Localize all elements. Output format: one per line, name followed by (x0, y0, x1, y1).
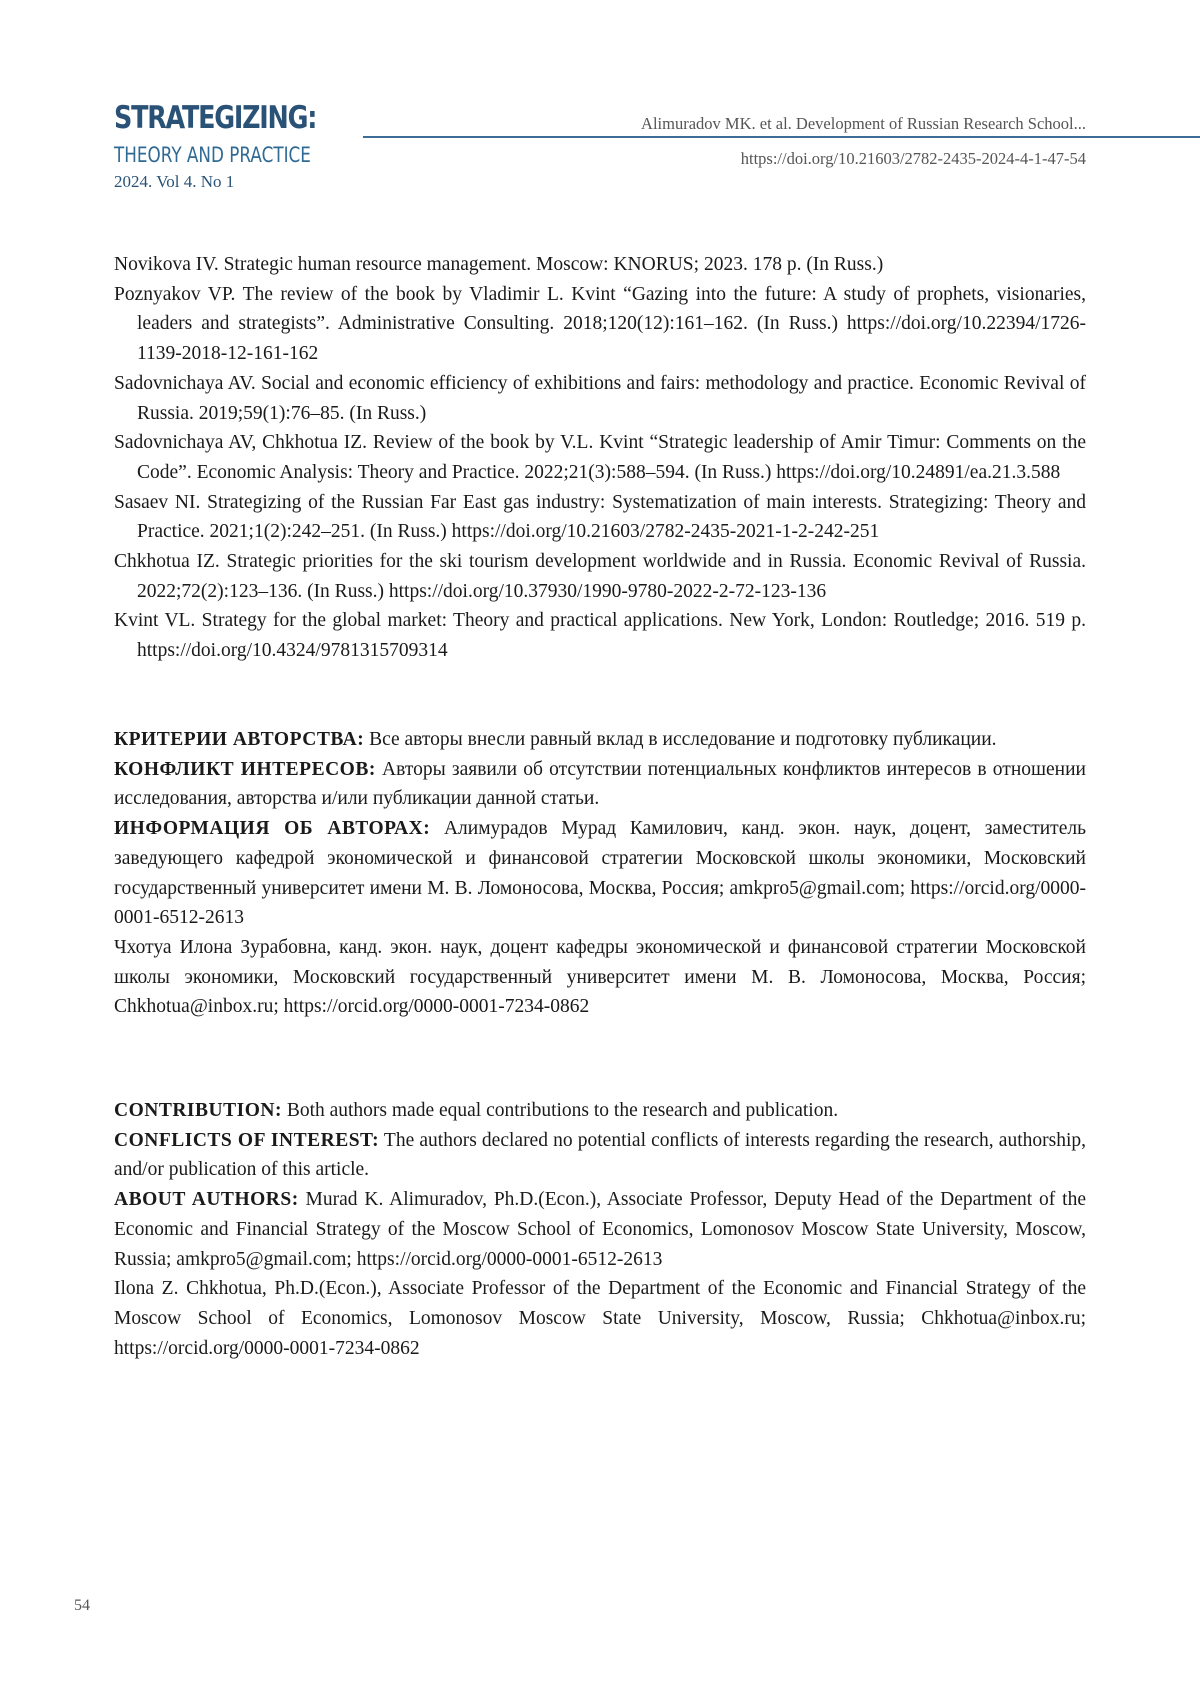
ru-conflict (114, 755, 1086, 814)
en-author-2: Ilona Z. Chkhotua, Ph.D.(Econ.), Associate Professor of the Department of the Economic and Financial Strategy of the Moscow School of Economics, Lomonosov Moscow State University, Moscow, Russia; Chkhotua@inbox.ru; https://orcid.org/0000-0001-7234-0862 (114, 1278, 1086, 1359)
en-author-1 (114, 1185, 1086, 1274)
reference-item: Kvint VL. Strategy for the global market: Theory and practical applications. New York, London: Routledge; 2016. 519 p. https://doi.org/10.4324/9781315709314 (114, 610, 1086, 662)
reference-item: Novikova IV. Strategic human resource management. Moscow: KNORUS; 2023. 178 p. (In Russ.) (114, 254, 884, 275)
ru-authors-label: ИНФОРМАЦИЯ ОБ АВТОРАХ: (114, 818, 431, 840)
journal-masthead (114, 100, 361, 192)
author-info-russian (114, 725, 1086, 1022)
journal-issue: 2024. Vol 4. No 1 (114, 172, 235, 191)
en-contribution-label: CONTRIBUTION: (114, 1100, 282, 1121)
en-author-1-text: Murad K. Alimuradov, Ph.D.(Econ.), Associate Professor, Deputy Head of the Department of the Economic and Financial Strategy of the Moscow School of Economics, Lomonosov Moscow State University, Moscow, Russia; amkpro5@gmail.com; https://orcid.org/0000-0001-6512-2613 (114, 1189, 1086, 1270)
reference-item: Sasaev NI. Strategizing of the Russian Far East gas industry: Systematization of main interests. Strategizing: Theory and Practice. 2021;1(2):242–251. (In Russ.) https://doi.org/10.21603/2782-2435-2021-1-2-242-251 (114, 491, 1086, 543)
reference-item: Poznyakov VP. The review of the book by Vladimir L. Kvint “Gazing into the future: A study of prophets, visionaries, leaders and strategists”. Administrative Consulting. 2018;120(12):161–162. (In Russ.) https://doi.org/10.22394/1726-1139-2018-12-161-162 (114, 283, 1086, 365)
en-contribution-text: Both authors made equal contributions to the research and publication. (281, 1100, 839, 1121)
reference-item: Sadovnichaya AV. Social and economic efficiency of exhibitions and fairs: methodology and practice. Economic Revival of Russia. 2019;59(1):76–85. (In Russ.) (114, 372, 1086, 424)
author-info-english (114, 1096, 1086, 1363)
reference-list (114, 250, 1086, 666)
reference-item: Sadovnichaya AV, Chkhotua IZ. Review of the book by V.L. Kvint “Strategic leadership of Amir Timur: Comments on the Code”. Economic Analysis: Theory and Practice. 2022;21(3):588–594. (In Russ.) https://doi.org/10.24891/ea.21.3.588 (114, 432, 1086, 483)
ru-contribution (114, 725, 1086, 755)
article-doi: https://doi.org/10.21603/2782-2435-2024-4-1-47-54 (740, 149, 1086, 168)
en-conflict (114, 1126, 1086, 1185)
running-head: Alimuradov MK. et al. Development of Russian Research School... (641, 114, 1086, 133)
journal-title: STRATEGIZING: (114, 100, 317, 136)
journal-subtitle: THEORY AND PRACTICE (114, 143, 311, 167)
ru-author-1-text: Алимурадов Мурад Камилович, канд. экон. наук, доцент, заместитель заведующего кафедрой экономической и финансовой стратегии Московской школы экономики, Московский государственный университет имени М. В. Ломоносова, Москва, Россия; amkpro5@gmail.com; https://orcid.org/0000-0001-6512-2613 (114, 818, 1086, 929)
ru-conflict-text: Авторы заявили об отсутствии потенциальных конфликтов интересов в отношении исследования, авторства и/или публикации данной статьи. (114, 758, 1086, 810)
header-divider (363, 136, 1200, 138)
ru-author-2: Чхотуа Илона Зурабовна, канд. экон. наук, доцент кафедры экономической и финансовой стратегии Московской школы экономики, Московский государственный университет имени М. В. Ломоносова, Москва, Россия; Chkhotua@inbox.ru; https://orcid.org/0000-0001-7234-0862 (114, 936, 1086, 1018)
ru-author-1 (114, 814, 1086, 933)
en-authors-label: ABOUT AUTHORS: (114, 1189, 299, 1211)
en-conflict-label: CONFLICTS OF INTEREST: (114, 1129, 380, 1151)
en-contribution (114, 1096, 1086, 1126)
page-number: 54 (74, 1597, 90, 1614)
ru-contribution-text: Все авторы внесли равный вклад в исследование и подготовку публикации. (364, 729, 997, 750)
ru-contribution-label: КРИТЕРИИ АВТОРСТВА: (114, 729, 365, 750)
ru-conflict-label: КОНФЛИКТ ИНТЕРЕСОВ: (114, 758, 376, 780)
en-conflict-text: The authors declared no potential conflicts of interests regarding the research, authorship, and/or publication of this article. (114, 1129, 1086, 1181)
reference-item: Chkhotua IZ. Strategic priorities for the ski tourism development worldwide and in Russia. Economic Revival of Russia. 2022;72(2):123–136. (In Russ.) https://doi.org/10.37930/1990-9780-2022-2-72-123-136 (114, 551, 1086, 602)
